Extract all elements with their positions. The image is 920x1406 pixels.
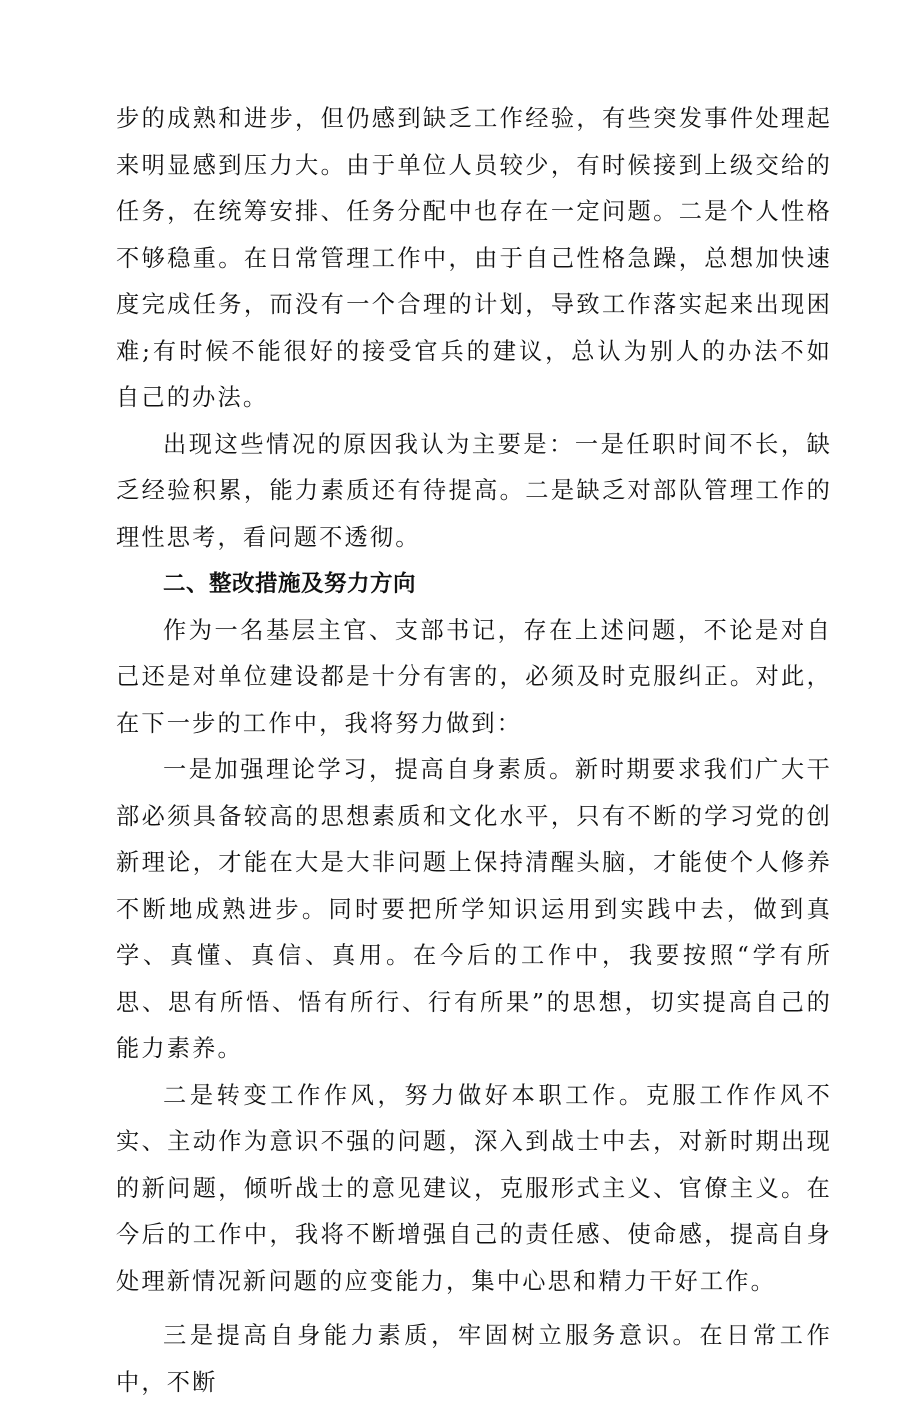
paragraph-continuation: 步的成熟和进步，但仍感到缺乏工作经验，有些突发事件处理起来明显感到压力大。由于单位人员较少，有时候接到上级交给的任务，在统筹安排、任务分配中也存在一定问题。二是个人性格不够稳重。在日常管理工作中，由于自己性格急躁，总想加快速度完成任务，而没有一个合理的计划，导致工作落实起来出现困难;有时候不能很好的接受官兵的建议，总认为别人的办法不如自己的办法。 [116,105,832,411]
paragraph-measure-2: 二是转变工作作风，努力做好本职工作。克服工作作风不实、主动作为意识不强的问题，深入到战士中去，对新时期出现的新问题，倾听战士的意见建议，克服形式主义、官僚主义。在今后的工作中，我将不断增强自己的责任感、使命感，提高自身处理新情况新问题的应变能力，集中心思和精力干好工作。 [116,1081,832,1295]
paragraph-causes: 出现这些情况的原因我认为主要是：一是任职时间不长，缺乏经验积累，能力素质还有待提高。二是缺乏对部队管理工作的理性思考，看问题不透彻。 [116,430,832,551]
paragraph-measure-3: 三是提高自身能力素质，牢固树立服务意识。在日常工作中，不断 [116,1322,832,1396]
paragraph-measure-1: 一是加强理论学习，提高自身素质。新时期要求我们广大干部必须具备较高的思想素质和文化水平，只有不断的学习党的创新理论，才能在大是大非问题上保持清醒头脑，才能使个人修养不断地成熟进步。同时要把所学知识运用到实践中去，做到真学、真懂、真信、真用。在今后的工作中，我要按照“学有所思、思有所悟、悟有所行、行有所果”的思想，切实提高自己的能力素养。 [116,756,832,1062]
paragraph-intro: 作为一名基层主官、支部书记，存在上述问题，不论是对自己还是对单位建设都是十分有害的，必须及时克服纠正。对此，在下一步的工作中，我将努力做到： [116,616,832,737]
document-body [116,96,832,1406]
section-heading: 二、整改措施及努力方向 [163,571,417,597]
